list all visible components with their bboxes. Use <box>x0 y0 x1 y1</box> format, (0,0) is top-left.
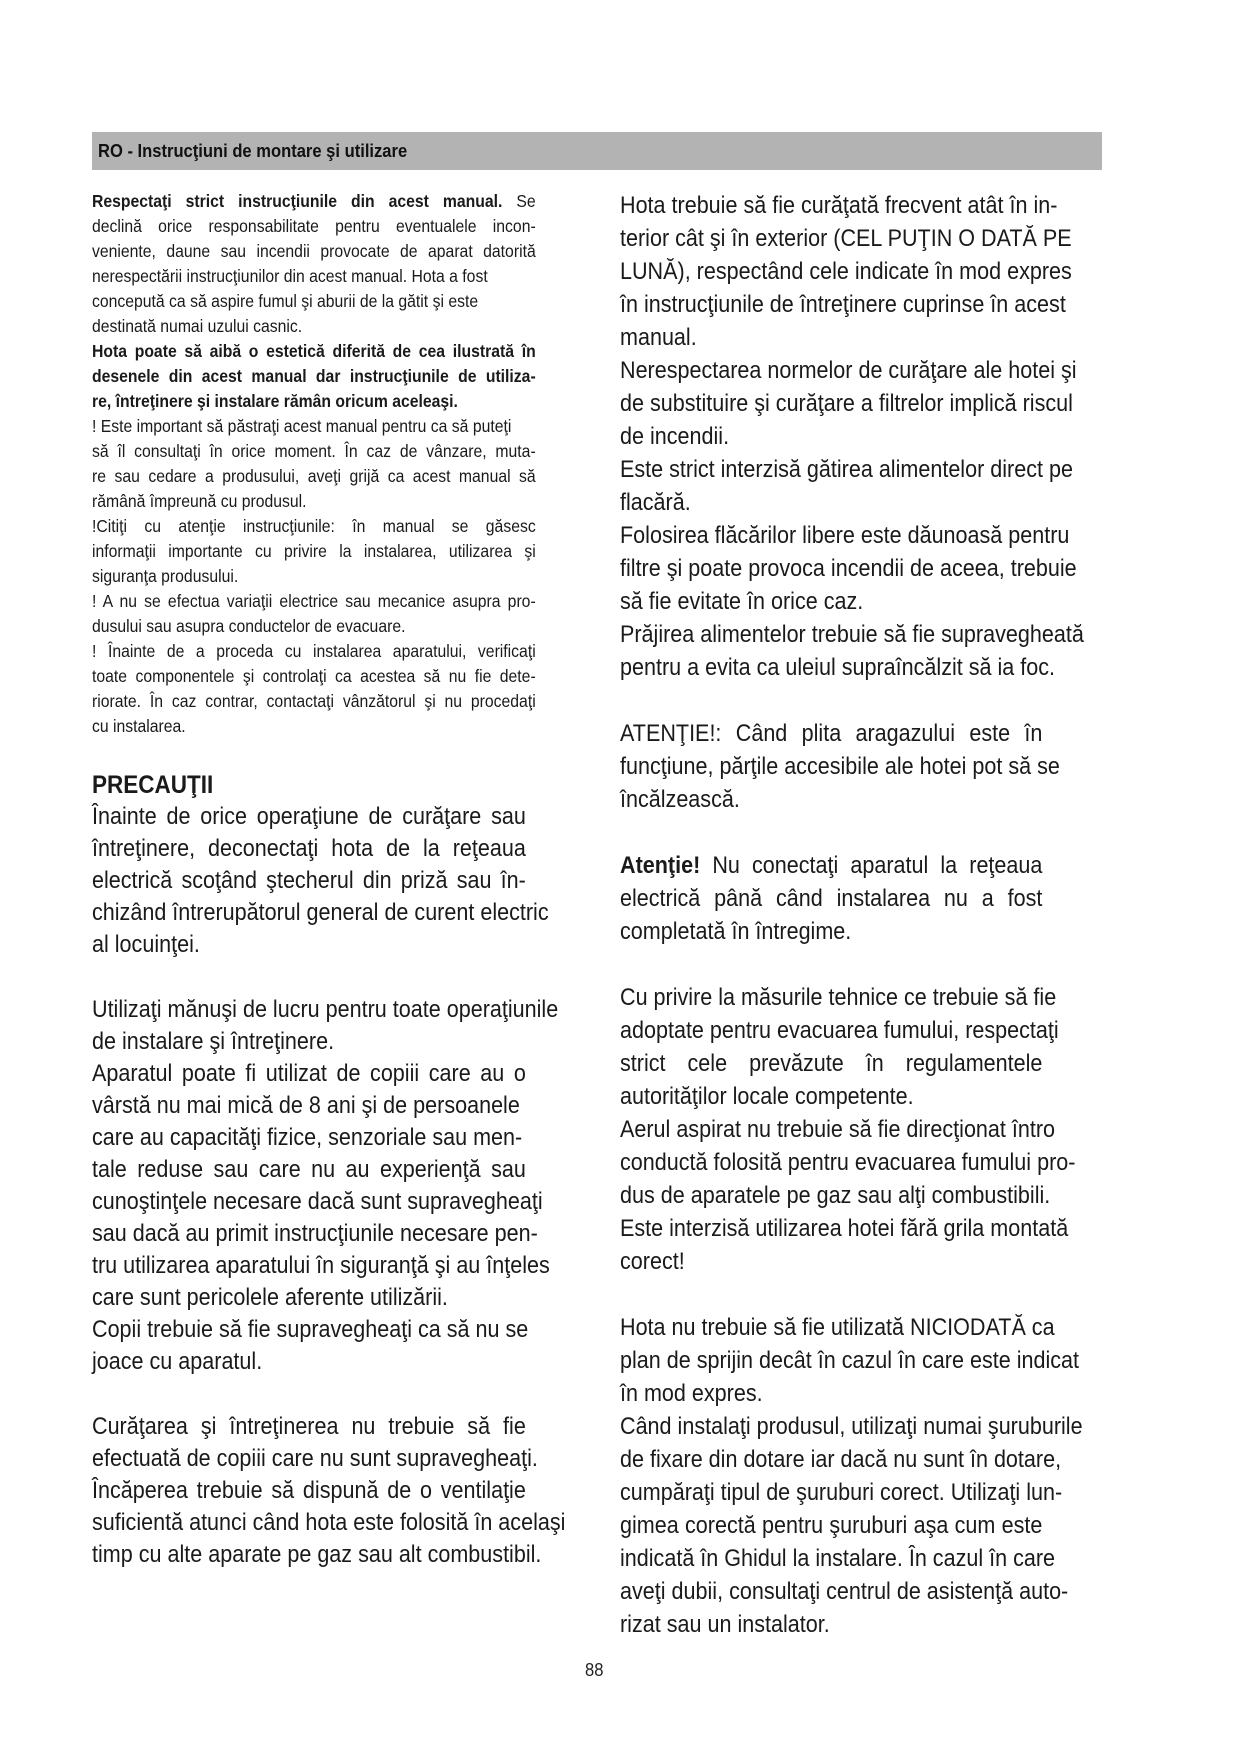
note-line: ! A nu se efectua variaţii electrice sau mecanice asupra pro- <box>92 591 536 611</box>
para-line: rizat sau un instalator. <box>620 1611 830 1638</box>
page-number: 88 <box>585 1660 604 1680</box>
para-line: sau dacă au primit instrucţiunile necesare pen- <box>92 1220 538 1247</box>
para-line: să fie evitate în orice caz. <box>620 588 864 615</box>
para-line: adoptate pentru evacuarea fumului, respectaţi <box>620 1017 1059 1044</box>
para-line: Este interzisă utilizarea hotei fără grila montată <box>620 1215 1069 1242</box>
section-header-title: RO - Instrucţiuni de montare şi utilizare <box>98 141 408 161</box>
note-line: !Citiţi cu atenţie instrucţiunile: în manual se găsesc <box>92 516 536 536</box>
para-line: pentru a evita ca uleiul supraîncălzit să ia foc. <box>620 654 1056 681</box>
para-line: vârstă nu mai mică de 8 ani şi de persoanele <box>92 1092 520 1119</box>
precautions-para-3 <box>92 1411 585 1571</box>
para-line: corect! <box>620 1248 685 1275</box>
para-line: întreţinere, deconectaţi hota de la reţeaua <box>92 835 526 862</box>
precautions-para-1 <box>92 801 585 961</box>
note-line: ! Înainte de a proceda cu instalarea aparatului, verificaţi <box>92 641 536 661</box>
para-line: Nerespectarea normelor de curăţare ale hotei şi <box>620 357 1077 384</box>
intro-line: concepută ca să aspire fumul şi aburii de la gătit şi este <box>92 291 479 311</box>
para-line: aveţi dubii, consultaţi centrul de asistenţă auto- <box>620 1578 1069 1605</box>
para-line: flacără. <box>620 489 691 516</box>
exhaust-para <box>620 981 1100 1278</box>
para-line: conductă folosită pentru evacuarea fumului pro- <box>620 1149 1076 1176</box>
para-line: strict cele prevăzute în regulamentele <box>620 1050 1043 1077</box>
para-line: LUNĂ), respectând cele indicate în mod expres <box>620 258 1072 285</box>
para-line: timp cu alte aparate pe gaz sau alt combustibil. <box>92 1541 542 1568</box>
para-line: electrică până când instalarea nu a fost <box>620 885 1043 912</box>
para-line: joace cu aparatul. <box>92 1348 263 1375</box>
para-line: încălzească. <box>620 786 740 813</box>
para-line: ATENŢIE!: Când plita aragazului este în <box>620 720 1043 747</box>
intro-line: Respectaţi strict instrucţiunile din acest manual. Se <box>92 191 536 211</box>
note-line: să îl consultaţi în orice moment. În caz de vânzare, muta- <box>92 441 536 461</box>
bold-notice-line: re, întreţinere şi instalare rămân oricum aceleaşi. <box>92 391 458 411</box>
intro-line: veniente, daune sau incendii provocate de aparat datorită <box>92 241 536 261</box>
para-line: funcţiune, părţile accesibile ale hotei pot să se <box>620 753 1060 780</box>
para-line: care au capacităţi fizice, senzoriale sau men- <box>92 1124 523 1151</box>
intro-line: destinată numai uzului casnic. <box>92 316 303 336</box>
para-line: filtre şi poate provoca incendii de aceea, trebuie <box>620 555 1077 582</box>
cleaning-para <box>620 189 1100 684</box>
note-line: siguranţa produsului. <box>92 566 239 586</box>
para-line: gimea corectă pentru şuruburi aşa cum este <box>620 1512 1043 1539</box>
para-line: Este strict interzisă gătirea alimentelor direct pe <box>620 456 1073 483</box>
intro-block <box>92 189 585 739</box>
attention-para-2 <box>620 849 1100 948</box>
section-header-bar <box>92 132 1102 170</box>
para-line: Prăjirea alimentelor trebuie să fie supravegheată <box>620 621 1084 648</box>
para-line: Cu privire la măsurile tehnice ce trebuie să fie <box>620 984 1057 1011</box>
intro-line: declină orice responsabilitate pentru eventualele incon- <box>92 216 536 236</box>
para-line: Hota nu trebuie să fie utilizată NICIODATĂ ca <box>620 1314 1055 1341</box>
para-line: Înainte de orice operaţiune de curăţare sau <box>92 803 526 830</box>
para-line: în instrucţiunile de întreţinere cuprinse în acest <box>620 291 1066 318</box>
attention-bold: Atenţie! <box>620 852 701 879</box>
para-line: de incendii. <box>620 423 730 450</box>
para-line: Curăţarea şi întreţinerea nu trebuie să fie <box>92 1413 526 1440</box>
para-line: al locuinţei. <box>92 931 200 958</box>
para-line: de instalare şi întreţinere. <box>92 1028 335 1055</box>
precautions-para-2 <box>92 994 585 1378</box>
para-line: în mod expres. <box>620 1380 763 1407</box>
para-line: de substituire şi curăţare a filtrelor implică riscul <box>620 390 1073 417</box>
para-line: care sunt pericolele aferente utilizării. <box>92 1284 448 1311</box>
para-line: electrică scoţând ştecherul din priză sau în- <box>92 867 526 894</box>
note-line: cu instalarea. <box>92 716 186 736</box>
note-line: ! Este important să păstraţi acest manual pentru ca să puteţi <box>92 416 512 436</box>
left-column <box>92 189 585 1571</box>
para-line: cumpăraţi tipul de şuruburi corect. Utilizaţi lun- <box>620 1479 1063 1506</box>
para-line: dus de aparatele pe gaz sau alţi combustibili. <box>620 1182 1051 1209</box>
para-line: terior cât şi în exterior (CEL PUŢIN O DATĂ PE <box>620 225 1072 252</box>
note-line: dusului sau asupra conductelor de evacuare. <box>92 616 406 636</box>
bold-notice-line: Hota poate să aibă o estetică diferită de cea ilustrată în <box>92 341 536 361</box>
note-line: rămână împreună cu produsul. <box>92 491 307 511</box>
para-line: Copii trebuie să fie supravegheaţi ca să nu se <box>92 1316 529 1343</box>
para-line: Încăperea trebuie să dispună de o ventilaţie <box>92 1477 526 1504</box>
installation-para <box>620 1311 1100 1641</box>
note-line: informaţii importante cu privire la instalarea, utilizarea şi <box>92 541 536 561</box>
intro-line: nerespectării instrucţiunilor din acest manual. Hota a fost <box>92 266 488 286</box>
para-line: plan de sprijin decât în cazul în care este indicat <box>620 1347 1080 1374</box>
para-line: suficientă atunci când hota este folosită în acelaşi <box>92 1509 566 1536</box>
para-line: indicată în Ghidul la instalare. În cazul în care <box>620 1545 1056 1572</box>
note-line: riorate. În caz contrar, contactaţi vânzătorul şi nu procedaţi <box>92 691 536 711</box>
para-line: chizând întrerupătorul general de curent electric <box>92 899 549 926</box>
para-line: Aerul aspirat nu trebuie să fie direcţionat întro <box>620 1116 1056 1143</box>
right-column <box>620 189 1100 1641</box>
precautions-heading: PRECAUŢII <box>92 771 214 799</box>
para-line: de fixare din dotare iar dacă nu sunt în dotare, <box>620 1446 1062 1473</box>
para-line: Când instalaţi produsul, utilizaţi numai şuruburile <box>620 1413 1083 1440</box>
para-line: manual. <box>620 324 697 351</box>
para-line: Hota trebuie să fie curăţată frecvent atât în in- <box>620 192 1058 219</box>
para-line: tru utilizarea aparatului în siguranţă şi au înţeles <box>92 1252 550 1279</box>
para-line: completată în întregime. <box>620 918 852 945</box>
para-line: cunoştinţele necesare dacă sunt supravegheaţi <box>92 1188 543 1215</box>
para-line: autorităţilor locale competente. <box>620 1083 914 1110</box>
para-line: Atenţie! Nu conectaţi aparatul la reţeaua <box>620 852 1043 879</box>
intro-bold: Respectaţi strict instrucţiunile din acest manual. <box>92 191 503 211</box>
para-line: tale reduse sau care nu au experienţă sau <box>92 1156 526 1183</box>
para-line: Folosirea flăcărilor libere este dăunoasă pentru <box>620 522 1070 549</box>
para-line: Utilizaţi mănuşi de lucru pentru toate operaţiunile <box>92 996 559 1023</box>
attention-para-1 <box>620 717 1100 816</box>
note-line: toate componentele şi controlaţi ca acestea să nu fie dete- <box>92 666 536 686</box>
bold-notice-line: desenele din acest manual dar instrucţiunile de utiliza- <box>92 366 536 386</box>
note-line: re sau cedare a produsului, aveţi grijă ca acest manual să <box>92 466 536 486</box>
para-line: Aparatul poate fi utilizat de copiii care au o <box>92 1060 526 1087</box>
para-line: efectuată de copiii care nu sunt supravegheaţi. <box>92 1445 538 1472</box>
